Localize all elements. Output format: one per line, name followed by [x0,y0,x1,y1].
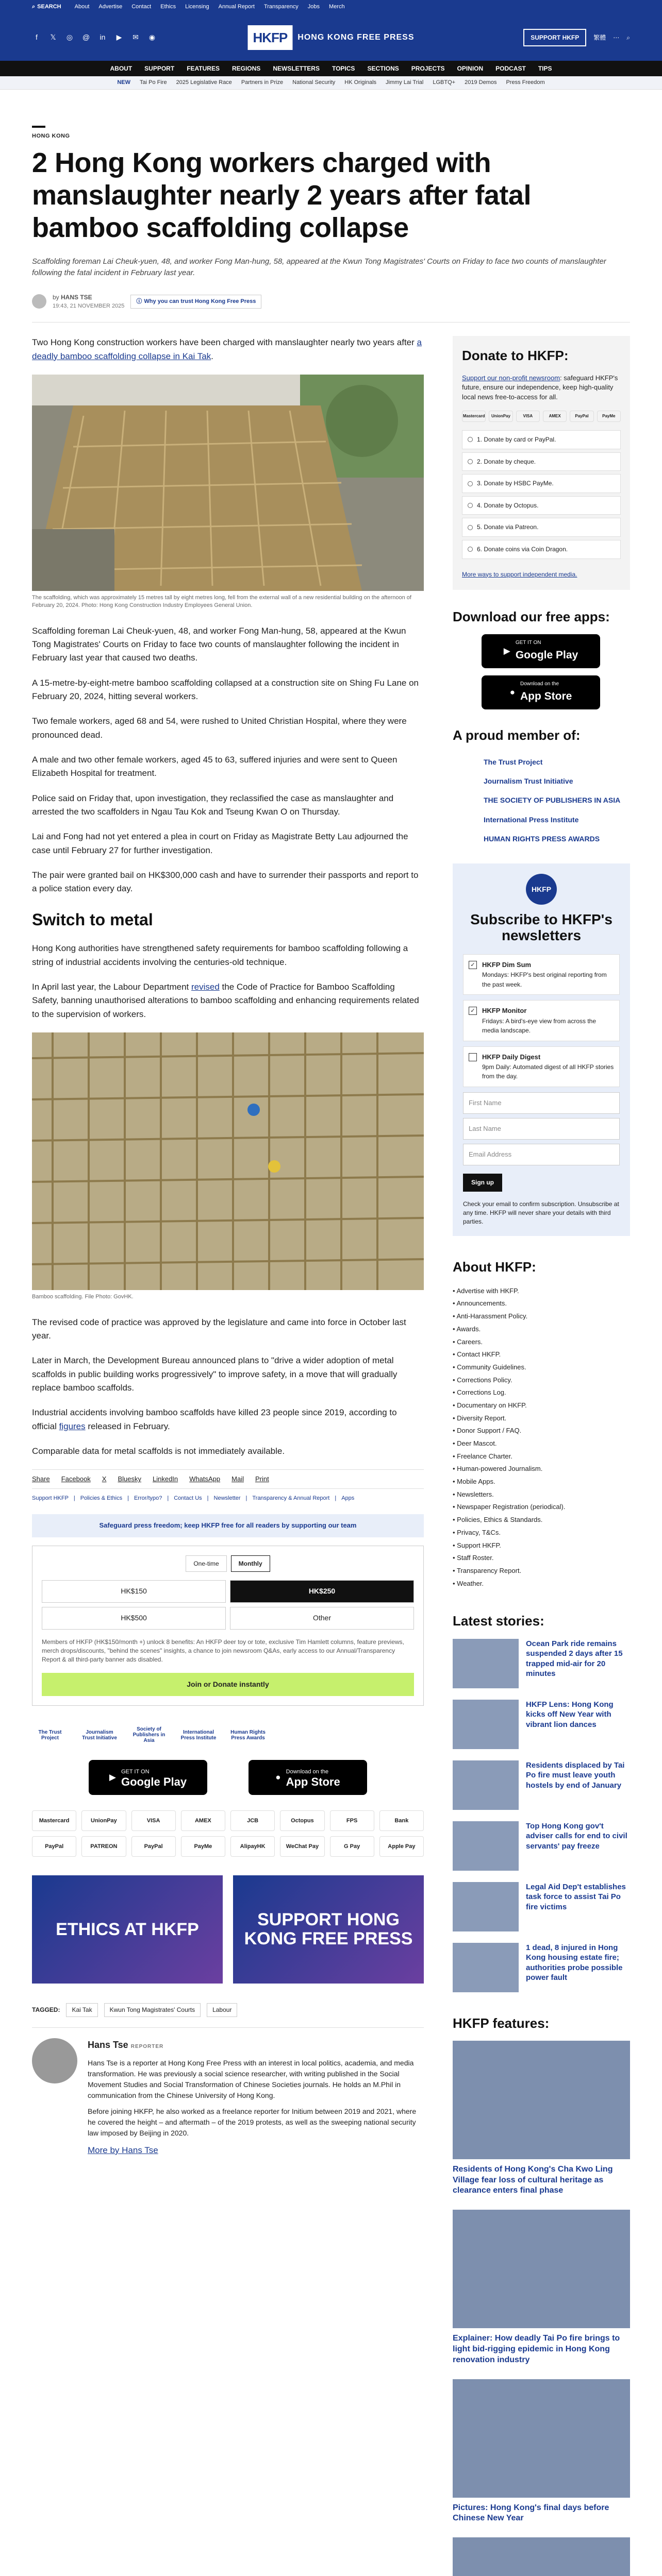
about-link[interactable]: • Transparency Report. [453,1565,630,1578]
feature-thumbnail[interactable] [453,2210,630,2328]
about-link[interactable]: • Advertise with HKFP. [453,1285,630,1298]
partner-logos [32,1726,424,1743]
share-bar [32,1469,424,1489]
topbar-link[interactable]: Licensing [185,4,209,10]
article-footer-links: Support HKFP | Policies & Ethics | Error/typo? | Contact Us | Newsletter | Transparency & Annual Report | Apps [32,1489,424,1508]
checkbox-icon: ✓ [469,1007,477,1015]
payment-icon[interactable]: G Pay [330,1836,374,1857]
about-link[interactable]: • Privacy, T&Cs. [453,1527,630,1539]
ethics-promo[interactable]: ETHICS AT HKFP [32,1875,223,1984]
share-link[interactable]: Share [32,1475,50,1483]
author-box [32,2027,424,2157]
member-logo[interactable]: Journalism Trust Initiative [484,776,573,785]
partner-logo[interactable]: Society of Publishers in Asia [133,1726,166,1744]
about-link[interactable]: • Support HKFP. [453,1539,630,1552]
app-store-badge[interactable]: ● Download on the App Store [249,1760,367,1795]
about-link[interactable]: • Announcements. [453,1297,630,1310]
footer-link[interactable]: Contact Us [174,1495,202,1502]
scaffold-collapse-image [32,375,424,591]
author-photo [32,2038,77,2083]
nav-item[interactable]: OPINION [457,64,484,72]
feature-story[interactable] [453,2210,630,2365]
first-name-field[interactable]: First Name [463,1092,620,1114]
nav-item[interactable]: TIPS [538,64,552,72]
payment-icon[interactable]: JCB [230,1810,275,1831]
about-link[interactable]: • Staff Roster. [453,1552,630,1565]
newsletter-signup [453,863,630,1236]
article-body [32,336,424,2576]
mail-icon[interactable]: ✉ [133,33,139,42]
feature-story[interactable] [453,2379,630,2524]
radio-icon [468,525,473,530]
article-standfirst: Scaffolding foreman Lai Cheuk-yuen, 48, and worker Fong Man-hung, 58, appeared at the Kwun Tong Magistrates' Courts on Friday to face two counts of manslaughter following the fatal incident in February last year. [32,257,606,278]
article-kicker[interactable]: HONG KONG [32,133,70,139]
x-icon[interactable]: 𝕏 [50,33,56,42]
apple-icon: ● [275,1772,281,1783]
member-logo[interactable]: THE SOCIETY OF PUBLISHERS IN ASIA [484,796,621,805]
donate-option[interactable]: 1. Donate by card or PayPal. [462,430,621,449]
about-link[interactable]: • Newsletters. [453,1488,630,1501]
photo-caption: Bamboo scaffolding. File Photo: GovHK. [32,1294,134,1300]
top-utility-bar [0,0,662,14]
story-thumbnail[interactable] [453,1821,519,1871]
play-icon: ▶ [109,1772,116,1783]
apple-icon: ● [509,687,515,698]
about-link[interactable]: • Awards. [453,1323,630,1336]
subnav-item[interactable]: Press Freedom [506,79,545,86]
about-link[interactable]: • Human-powered Journalism. [453,1463,630,1476]
payment-icon[interactable]: AlipayHK [230,1836,275,1857]
photo-caption: The scaffolding, which was approximately 15 metres tall by eight metres long, fell from the external wall of a new residential building on the afternoon of February 20, 2024. Photo: Hong Kong Construction Industry Employees General Union. [32,594,411,609]
payment-icon[interactable]: Mastercard [32,1810,76,1831]
story-thumbnail[interactable] [453,1639,519,1688]
paragraph: The pair were granted bail on HK$300,000 cash and have to surrender their passports and report to a police station every day. [32,870,419,894]
trust-link[interactable]: ⓘ Why you can trust Hong Kong Free Press [130,295,261,309]
join-donate-button[interactable]: Join or Donate instantly [42,1673,414,1697]
subnav-item[interactable]: Partners in Prize [241,79,284,86]
story-title[interactable]: Legal Aid Dep't establishes task force to assist Tai Po fire victims [526,1882,626,1911]
member-perks: Members of HKFP (HK$150/month +) unlock 8 benefits: An HKFP deer toy or tote, exclusive Tim Hamlett columns, feature previews, merch drops/discounts, "behind the scenes" insights, a chance to join newsroom Q&As, early access to our Annual/Transparency Report & all third-party banner ads disabled. [42,1638,404,1664]
feature-thumbnail[interactable] [453,2041,630,2159]
member-logo[interactable]: International Press Institute [484,815,579,824]
new-badge: NEW [117,79,130,86]
about-link[interactable]: • Policies, Ethics & Standards. [453,1514,630,1527]
about-link[interactable]: • Community Guidelines. [453,1361,630,1374]
threads-icon[interactable]: @ [82,33,90,42]
newsletter-option[interactable]: ✓ HKFP Monitor Fridays: A bird's-eye view from across the media landscape. [463,1000,620,1041]
inline-link[interactable]: revised [191,982,220,992]
scaffold-collapse-photo [32,375,424,591]
article-title: 2 Hong Kong workers charged with manslaughter nearly 2 years after fatal bamboo scaffolding collapse [32,147,531,244]
sidebar-heading: About HKFP: [453,1259,536,1275]
latest-stories [453,1639,630,1992]
footer-link[interactable]: Apps [341,1495,355,1502]
linkedin-icon[interactable]: in [100,33,106,42]
partner-logo[interactable]: Journalism Trust Initiative [82,1729,117,1741]
payment-icon[interactable]: FPS [330,1810,374,1831]
latest-story[interactable] [453,1821,630,1871]
donation-widget [32,1546,424,1706]
payment-icon[interactable]: Apple Pay [379,1836,424,1857]
social-links [32,33,157,42]
instagram-icon[interactable]: ◎ [66,33,73,42]
support-hkfp-button[interactable]: SUPPORT HKFP [523,29,586,47]
nav-item[interactable]: SECTIONS [367,64,399,72]
subnav-item[interactable]: National Security [292,79,336,86]
paragraph: Two female workers, aged 68 and 54, were rushed to United Christian Hospital, where they were pronounced dead. [32,716,407,740]
topbar-link[interactable]: Jobs [307,4,320,10]
payment-icon[interactable]: Bank [379,1810,424,1831]
payment-icon[interactable]: Octopus [280,1810,324,1831]
more-ways-link[interactable]: More ways to support independent media. [462,570,577,578]
payment-icon[interactable]: WeChat Pay [280,1836,324,1857]
tag[interactable]: Kwun Tong Magistrates' Courts [104,2003,201,2017]
about-link[interactable]: • Corrections Log. [453,1386,630,1399]
story-title[interactable]: 1 dead, 8 injured in Hong Kong housing estate fire; authorities probe possible power fault [526,1943,623,1982]
footer-link[interactable]: Newsletter [213,1495,241,1502]
site-logo[interactable]: HKFP HONG KONG FREE PRESS [247,25,414,50]
topbar-link[interactable]: Contact [131,4,152,10]
radio-icon [468,547,473,552]
author-avatar [32,294,46,309]
radio-icon [468,481,473,486]
author-box-name[interactable]: Hans Tse REPORTER [88,2040,164,2050]
payment-icon[interactable]: PayPal [570,411,593,422]
paragraph: The revised code of practice was approved by the legislature and came into force in October last year. [32,1317,406,1341]
google-play-badge[interactable]: ▶ GET IT ON Google Play [89,1760,207,1795]
partner-logo[interactable]: The Trust Project [38,1729,62,1741]
feature-title[interactable]: Explainer: How deadly Tai Po fire brings to light bid-rigging epidemic in Hong Kong renovation industry [453,2334,620,2364]
payment-icon[interactable]: PayPal [131,1836,176,1857]
nav-item[interactable]: ABOUT [110,64,133,72]
search-link[interactable]: ⌕ SEARCH [32,3,61,11]
story-title[interactable]: HKFP Lens: Hong Kong kicks off New Year with vibrant lion dances [526,1700,614,1729]
email-field[interactable]: Email Address [463,1144,620,1165]
topbar-link[interactable]: Transparency [263,4,299,10]
more-by-author-link[interactable]: More by Hans Tse [88,2145,158,2155]
latest-story[interactable] [453,1760,630,1810]
search-icon[interactable]: ⌕ [626,33,630,41]
donate-option[interactable]: 3. Donate by HSBC PayMe. [462,474,621,493]
about-link[interactable]: • Diversity Report. [453,1412,630,1425]
nav-item[interactable]: SUPPORT [144,64,175,72]
nav-item[interactable]: PROJECTS [411,64,445,72]
payment-methods [32,1810,424,1857]
radio-icon [468,437,473,442]
youtube-icon[interactable]: ▶ [116,33,122,42]
about-link[interactable]: • Donor Support / FAQ. [453,1425,630,1437]
topbar-link[interactable]: Merch [329,4,345,10]
paragraph: Comparable data for metal scaffolds is not immediately available. [32,1446,285,1456]
google-play-badge[interactable]: ▶ GET IT ON Google Play [482,634,600,668]
subnav-item[interactable]: LGBTQ+ [433,79,456,86]
feature-story[interactable] [453,2537,630,2576]
donate-option[interactable]: 5. Donate via Patreon. [462,518,621,537]
support-newsroom-link[interactable]: Support our non-profit newsroom [462,374,560,382]
feature-title[interactable]: Residents of Hong Kong's Cha Kwo Ling Village fear loss of cultural heritage as clearance enters final phase [453,2164,613,2195]
about-link[interactable]: • Mobile Apps. [453,1476,630,1488]
tags: TAGGED: Kai Tak Kwun Tong Magistrates' Courts Labour [32,2003,424,2017]
paragraph: Industrial accidents involving bamboo scaffolds have killed 23 people since 2019, according to official figures released in February. [32,1408,397,1431]
newsletter-title: Subscribe to HKFP's newsletters [470,911,613,944]
payment-icon[interactable]: AMEX [181,1810,225,1831]
payment-icon[interactable]: PayMe [597,411,621,422]
paragraph: In April last year, the Labour Department revised the Code of Practice for Bamboo Scaffolding Safety, banning unauthorised alterations to bamboo scaffolding and enhancing requirements related to the supervision of workers. [32,982,419,1019]
author-bio: Hans Tse is a reporter at Hong Kong Free Press with an interest in local politics, academia, and media transformation. He was previously a social science researcher, with writing published in the Social Movement Studies and Social Transformation of Chinese Societies journals. He holds an M.Phil in communication from the Chinese University of Hong Kong. [88,2058,414,2099]
donate-option[interactable]: 6. Donate coins via Coin Dragon. [462,540,621,559]
kicker-rule [32,126,45,128]
facebook-icon[interactable]: f [36,33,38,42]
sidebar-heading: HKFP features: [453,2015,550,2031]
radio-icon [468,459,473,464]
sidebar-heading: Donate to HKFP: [462,348,569,364]
latest-story[interactable] [453,1882,630,1931]
author-bio: Before joining HKFP, he also worked as a freelance reporter for Initium between 2019 and 2021, where he covered the height – and aftermath – of the 2019 protests, as well as the sweeping national security law imposed by Beijing in 2020. [88,2107,417,2137]
sidebar-heading: Download our free apps: [453,608,610,624]
topbar-link[interactable]: Annual Report [218,4,255,10]
newsletter-option[interactable]: HKFP Daily Digest 9pm Daily: Automated digest of all HKFP stories from the day. [463,1046,620,1087]
bamboo-scaffolding-photo [32,1032,424,1290]
app-store-badges [32,1760,424,1795]
sub-nav [0,76,662,90]
payment-icon[interactable]: UnionPay [81,1810,126,1831]
amount-option-other[interactable]: Other [230,1607,414,1630]
checkbox-icon [469,1053,477,1061]
app-store-badge[interactable]: ● Download on the App Store [482,675,600,709]
rss-icon[interactable]: ◉ [148,33,156,42]
inline-link[interactable]: figures [59,1421,86,1431]
about-link[interactable]: • Careers. [453,1336,630,1349]
about-link[interactable]: • Documentary on HKFP. [453,1399,630,1412]
paragraph: A 15-metre-by-eight-metre bamboo scaffolding collapsed at a construction site on Shing Fu Lane on February 20, 2024, hitting several workers. [32,677,419,702]
latest-story[interactable] [453,1943,630,1992]
paragraph: Police said on Friday that, upon investigation, they reclassified the case as manslaughter and arrested the two scaffolders in Ngau Tau Kok and Tseung Kwan O on Thursday. [32,793,394,817]
member-logos [453,753,630,843]
story-thumbnail[interactable] [453,1882,519,1931]
payment-icon[interactable]: VISA [516,411,540,422]
feature-stories [453,2041,630,2576]
bamboo-scaffolding-image [32,1032,424,1290]
share-link[interactable]: Facebook [61,1475,91,1483]
promo-banners [32,1875,424,1984]
sidebar-donate: Donate to HKFP: Support our non-profit newsroom: safeguard HKFP's future, ensure our independence, keep high-quality local news free-to-access for all. Mastercard UnionPay VISA AMEX PayPal PayMe 1. Donate by card or PayPal. 2. Donate by cheque. 3. Donate by HSBC PayMe. 4. Donate by Octopus. 5. Donate via Patreon. 6. Donate coins via Coin Dragon. More ways to support independent media. [453,336,630,590]
payment-icon[interactable]: Mastercard [462,411,486,422]
about-link[interactable]: • Newspaper Registration (periodical). [453,1501,630,1514]
footer-link[interactable]: Transparency & Annual Report [252,1495,330,1502]
payment-icon[interactable]: VISA [131,1810,176,1831]
main-nav [0,61,662,76]
footer-link[interactable]: Support HKFP [32,1495,69,1502]
radio-icon [468,503,473,508]
donate-option[interactable]: 4. Donate by Octopus. [462,496,621,515]
subnav-item[interactable]: HK Originals [344,79,377,86]
share-link[interactable]: LinkedIn [153,1475,178,1483]
member-logo[interactable]: HUMAN RIGHTS PRESS AWARDS [484,835,600,843]
amount-option-selected[interactable]: HK$250 [230,1580,414,1603]
about-link[interactable]: • Weather. [453,1578,630,1590]
tag[interactable]: Labour [207,2003,237,2017]
author-name[interactable]: by HANS TSE [53,293,92,301]
topbar-link[interactable]: About [74,4,90,10]
share-link[interactable]: WhatsApp [189,1475,221,1483]
story-thumbnail[interactable] [453,1700,519,1749]
paragraph: A male and two other female workers, aged 45 to 63, suffered injuries and were sent to Queen Elizabeth Hospital for treatment. [32,755,398,778]
partner-logo[interactable]: International Press Institute [180,1729,217,1741]
play-icon: ▶ [503,646,510,656]
paragraph: Two Hong Kong construction workers have been charged with manslaughter nearly two years after a deadly bamboo scaffolding collapse in Kai Tak. [32,337,422,361]
monthly-toggle[interactable]: Monthly [231,1555,270,1572]
subnav-item[interactable]: 2025 Legislative Race [176,79,232,86]
about-link[interactable]: • Anti-Harassment Policy. [453,1310,630,1323]
partner-logo[interactable]: Human Rights Press Awards [230,1729,266,1741]
paragraph: Later in March, the Development Bureau announced plans to "drive a wider adoption of metal scaffolds in public building works progressively" to improve safety, in a move that will gradually replace bamboo scaffolds. [32,1355,398,1393]
footer-link[interactable]: Error/typo? [134,1495,162,1502]
payment-icon[interactable]: PayPal [32,1836,76,1857]
story-title[interactable]: Top Hong Kong gov't adviser calls for end to civil servants' pay freeze [526,1821,627,1851]
sidebar-payment-icons [462,411,621,422]
newsletter-option[interactable]: ✓ HKFP Dim Sum Mondays: HKFP's best original reporting from the past week. [463,954,620,995]
share-link[interactable]: Bluesky [118,1475,141,1483]
language-switch[interactable]: 繁體 [593,33,606,41]
payment-icon[interactable]: AMEX [543,411,567,422]
topbar-link[interactable]: Ethics [160,4,176,10]
nav-item[interactable]: FEATURES [187,64,220,72]
sidebar [453,336,630,2576]
publish-date: 19:43, 21 NOVEMBER 2025 [53,303,125,310]
topbar-link[interactable]: Advertise [98,4,123,10]
about-link[interactable]: • Corrections Policy. [453,1374,630,1387]
share-link[interactable]: Print [255,1475,269,1483]
latest-story[interactable] [453,1700,630,1749]
member-logo[interactable]: The Trust Project [484,757,543,766]
feature-thumbnail[interactable] [453,2379,630,2498]
about-link[interactable]: • Contact HKFP. [453,1348,630,1361]
story-title[interactable]: Residents displaced by Tai Po fire must leave youth hostels by end of January [526,1760,625,1790]
safeguard-banner[interactable]: Safeguard press freedom; keep HKFP free for all readers by supporting our team [32,1514,424,1537]
subnav-item[interactable]: 2019 Demos [465,79,497,86]
subnav-item[interactable]: Tai Po Fire [139,79,167,86]
feature-thumbnail[interactable] [453,2537,630,2576]
sidebar-heading: A proud member of: [453,727,581,743]
share-link[interactable]: X [102,1475,107,1483]
payment-icon[interactable]: PayMe [181,1836,225,1857]
tag[interactable]: Kai Tak [66,2003,97,2017]
subnav-item[interactable]: Jimmy Lai Trial [386,79,424,86]
payment-icon[interactable]: PATREON [81,1836,126,1857]
nav-item[interactable]: NEWSLETTERS [273,64,320,72]
story-thumbnail[interactable] [453,1943,519,1992]
footer-link[interactable]: Policies & Ethics [80,1495,123,1502]
checkbox-icon: ✓ [469,961,477,969]
one-time-toggle[interactable]: One-time [186,1555,226,1572]
search-icon: ⌕ [32,4,36,10]
about-link[interactable]: • Deer Mascot. [453,1437,630,1450]
share-link[interactable]: Mail [231,1475,244,1483]
inline-link[interactable]: a deadly bamboo scaffolding collapse in Kai Tak [32,337,422,361]
about-link[interactable]: • Freelance Charter. [453,1450,630,1463]
amount-option[interactable]: HK$500 [42,1607,226,1630]
byline [32,293,630,323]
paragraph: Lai and Fong had not yet entered a plea in court on Friday as Magistrate Betty Lau adjourned the case until February 27 for further investigation. [32,832,408,855]
section-heading: Switch to metal [32,910,153,929]
more-menu-icon[interactable]: ⋯ [613,33,620,41]
payment-icon[interactable]: UnionPay [489,411,512,422]
story-thumbnail[interactable] [453,1760,519,1810]
paragraph: Hong Kong authorities have strengthened safety requirements for bamboo scaffolding following a string of industrial accidents involving the centuries-old technique. [32,943,408,967]
sidebar-heading: Latest stories: [453,1613,544,1629]
masthead [0,14,662,61]
info-icon: ⓘ [136,298,142,304]
newsletter-note: Check your email to confirm subscription. Unsubscribe at any time. HKFP will never share your details with third parties. [463,1200,619,1225]
nav-item[interactable]: PODCAST [495,64,526,72]
about-links [453,1285,630,1590]
nav-item[interactable]: TOPICS [332,64,355,72]
paragraph: Scaffolding foreman Lai Cheuk-yuen, 48, and worker Fong Man-hung, 58, appeared at the Kwun Tong Magistrates' Courts on Friday to face two counts of manslaughter following the incident in February last year that caused two deaths. [32,625,406,663]
hkfp-logo: HKFP [526,874,557,905]
donate-option[interactable]: 2. Donate by cheque. [462,452,621,471]
last-name-field[interactable]: Last Name [463,1118,620,1140]
amount-option[interactable]: HK$150 [42,1580,226,1603]
feature-title[interactable]: Pictures: Hong Kong's final days before Chinese New Year [453,2503,609,2523]
sign-up-button[interactable]: Sign up [463,1174,502,1192]
nav-item[interactable]: REGIONS [231,64,261,72]
support-promo[interactable]: SUPPORT HONG KONG FREE PRESS [233,1875,424,1984]
story-title[interactable]: Ocean Park ride remains suspended 2 days after 15 trapped mid-air for 20 minutes [526,1639,623,1679]
latest-story[interactable] [453,1639,630,1688]
feature-story[interactable] [453,2041,630,2196]
